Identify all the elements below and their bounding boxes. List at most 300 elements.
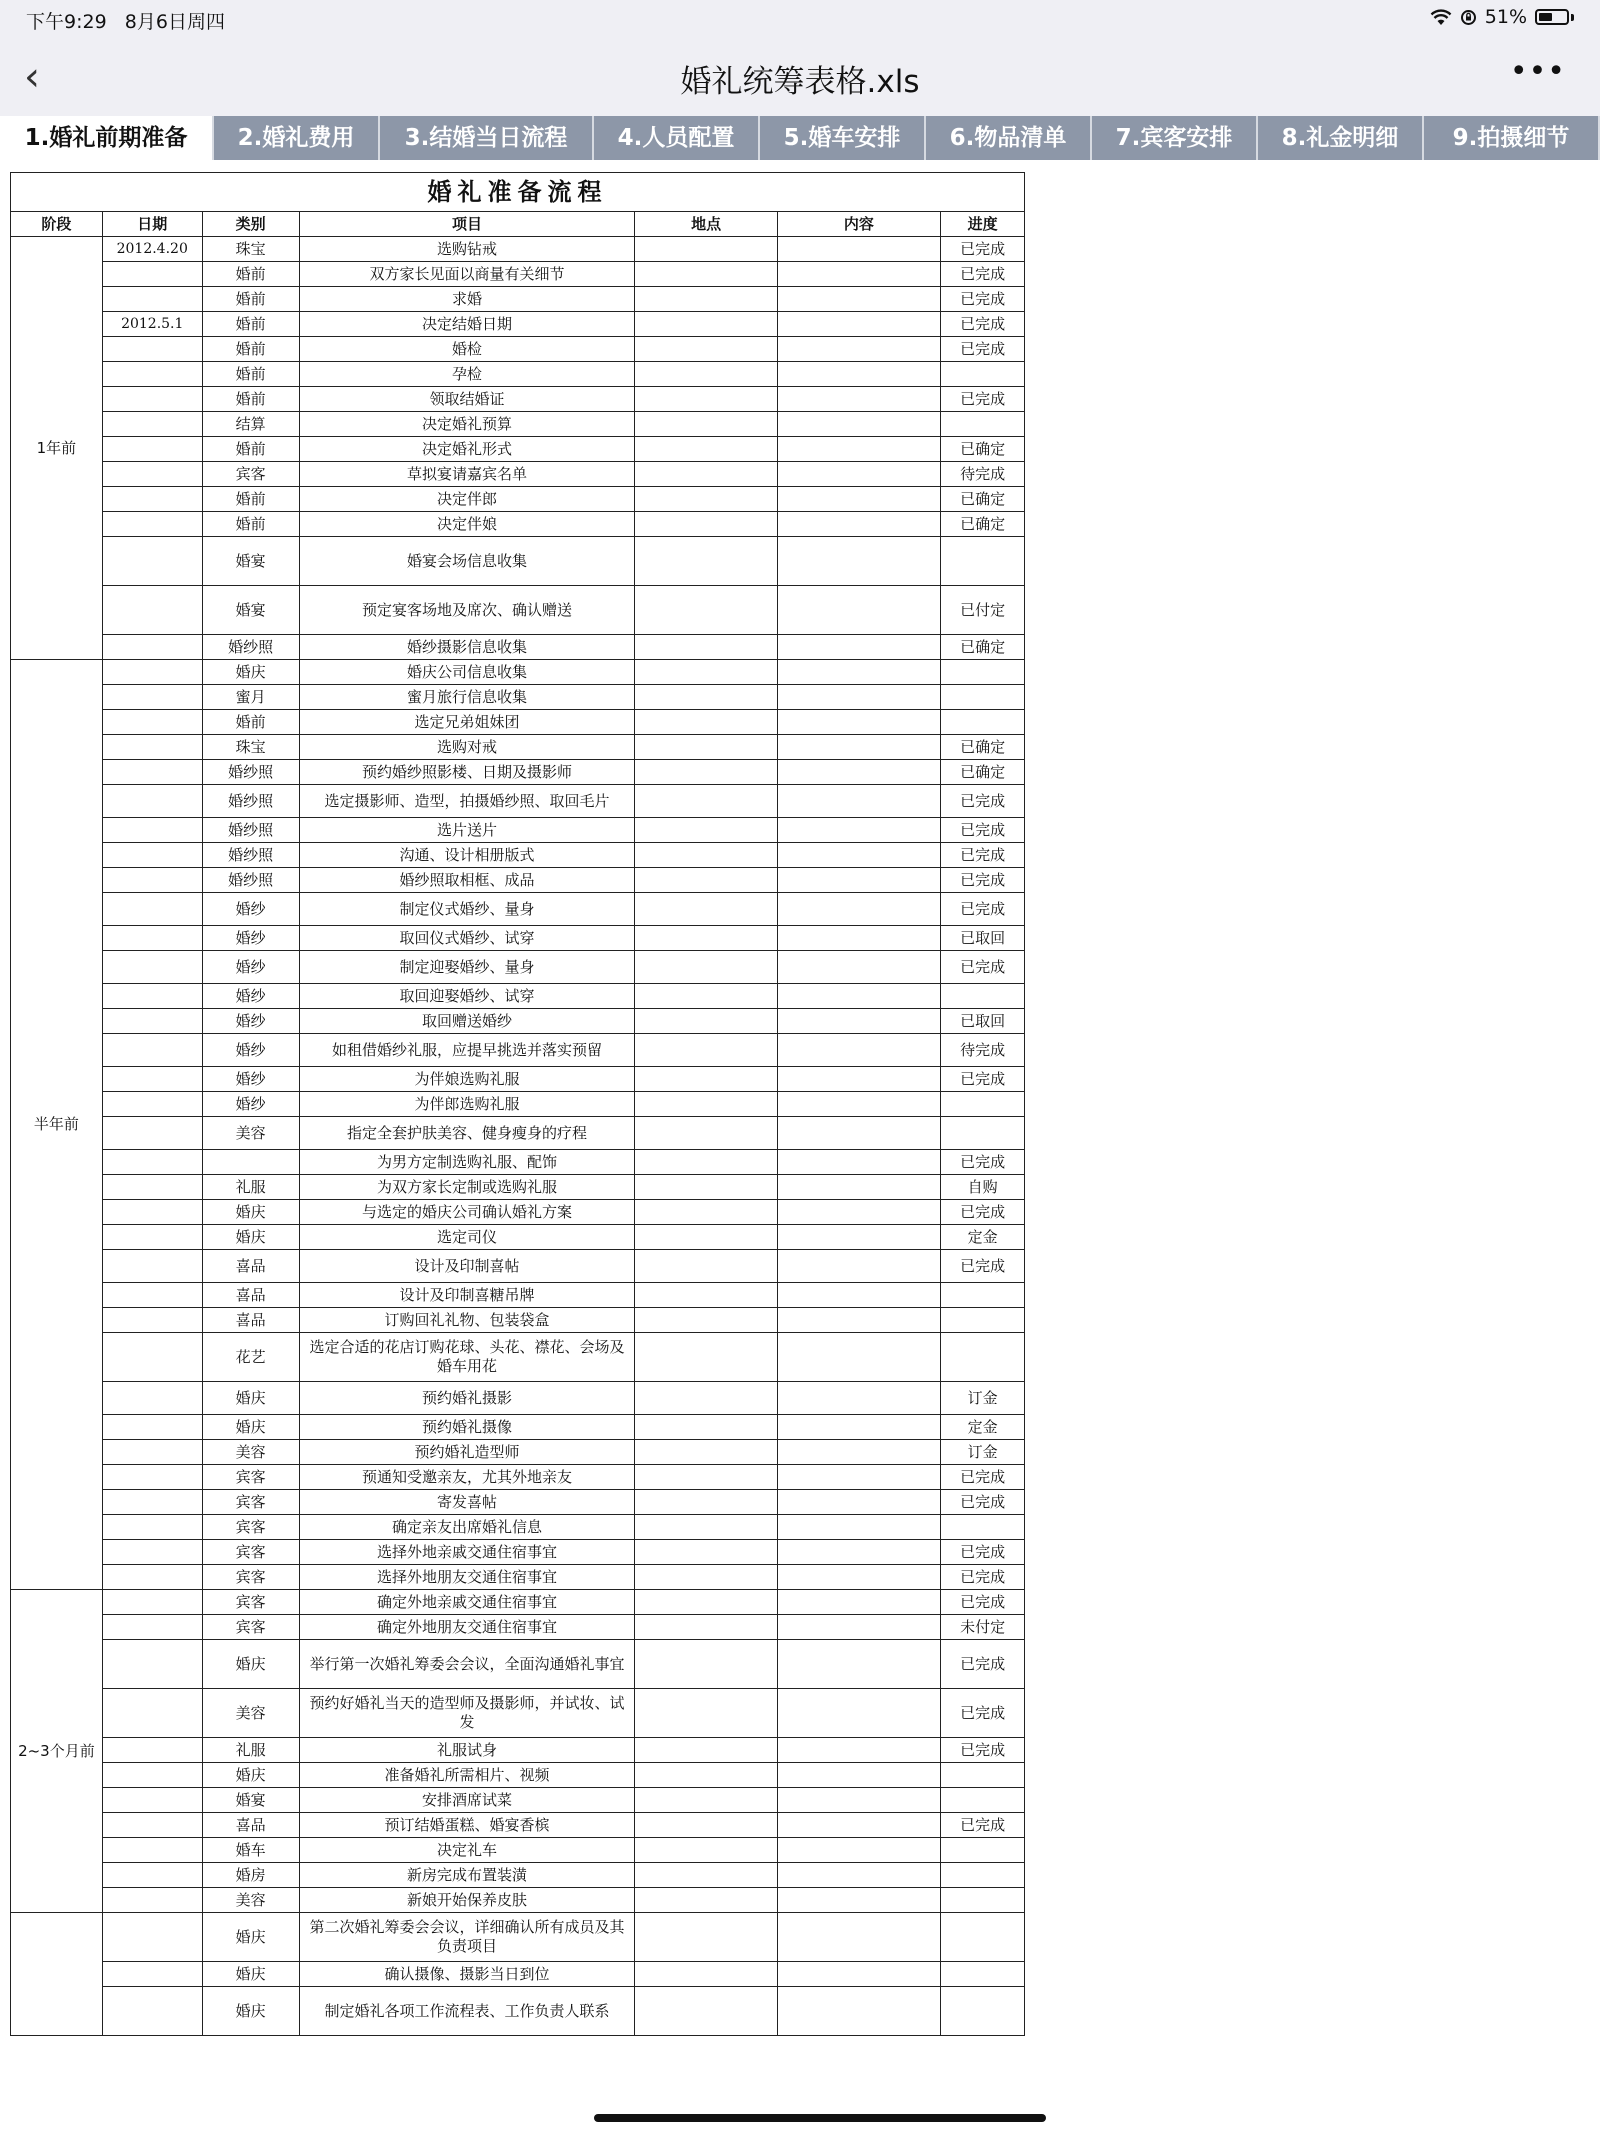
date-cell[interactable] bbox=[102, 984, 202, 1009]
item-cell[interactable]: 决定婚礼预算 bbox=[299, 412, 635, 437]
date-cell[interactable] bbox=[102, 951, 202, 984]
date-cell[interactable] bbox=[102, 1987, 202, 2036]
category-cell[interactable]: 婚庆 bbox=[202, 1200, 299, 1225]
category-cell[interactable]: 宾客 bbox=[202, 1490, 299, 1515]
date-cell[interactable] bbox=[102, 893, 202, 926]
content-cell[interactable] bbox=[777, 1283, 940, 1308]
progress-cell[interactable]: 已完成 bbox=[941, 1067, 1025, 1092]
category-cell[interactable]: 婚纱 bbox=[202, 951, 299, 984]
progress-cell[interactable]: 已完成 bbox=[941, 1490, 1025, 1515]
content-cell[interactable] bbox=[777, 1092, 940, 1117]
category-cell[interactable]: 婚纱 bbox=[202, 1092, 299, 1117]
category-cell[interactable]: 婚宴 bbox=[202, 537, 299, 586]
progress-cell[interactable]: 已完成 bbox=[941, 387, 1025, 412]
item-cell[interactable]: 选定司仪 bbox=[299, 1225, 635, 1250]
location-cell[interactable] bbox=[635, 462, 777, 487]
category-cell[interactable]: 珠宝 bbox=[202, 735, 299, 760]
content-cell[interactable] bbox=[777, 1838, 940, 1863]
category-cell[interactable]: 美容 bbox=[202, 1689, 299, 1738]
category-cell[interactable]: 美容 bbox=[202, 1440, 299, 1465]
content-cell[interactable] bbox=[777, 1763, 940, 1788]
content-cell[interactable] bbox=[777, 1465, 940, 1490]
date-cell[interactable] bbox=[102, 1490, 202, 1515]
location-cell[interactable] bbox=[635, 1440, 777, 1465]
date-cell[interactable] bbox=[102, 512, 202, 537]
progress-cell[interactable] bbox=[941, 1863, 1025, 1888]
date-cell[interactable] bbox=[102, 1308, 202, 1333]
category-cell[interactable]: 婚前 bbox=[202, 387, 299, 412]
progress-cell[interactable]: 订金 bbox=[941, 1382, 1025, 1415]
date-cell[interactable] bbox=[102, 1034, 202, 1067]
header-location[interactable]: 地点 bbox=[635, 212, 777, 237]
date-cell[interactable] bbox=[102, 1763, 202, 1788]
progress-cell[interactable]: 已确定 bbox=[941, 635, 1025, 660]
item-cell[interactable]: 决定伴娘 bbox=[299, 512, 635, 537]
location-cell[interactable] bbox=[635, 1590, 777, 1615]
category-cell[interactable]: 婚纱照 bbox=[202, 760, 299, 785]
sheet-title[interactable]: 婚礼准备流程 bbox=[11, 173, 1025, 212]
progress-cell[interactable]: 已取回 bbox=[941, 926, 1025, 951]
content-cell[interactable] bbox=[777, 1067, 940, 1092]
category-cell[interactable]: 宾客 bbox=[202, 1565, 299, 1590]
content-cell[interactable] bbox=[777, 1888, 940, 1913]
item-cell[interactable]: 婚检 bbox=[299, 337, 635, 362]
location-cell[interactable] bbox=[635, 1250, 777, 1283]
progress-cell[interactable]: 已完成 bbox=[941, 818, 1025, 843]
category-cell[interactable]: 婚纱 bbox=[202, 1034, 299, 1067]
progress-cell[interactable]: 已完成 bbox=[941, 1738, 1025, 1763]
item-cell[interactable]: 选定摄影师、造型，拍摄婚纱照、取回毛片 bbox=[299, 785, 635, 818]
item-cell[interactable]: 设计及印制喜糖吊牌 bbox=[299, 1283, 635, 1308]
content-cell[interactable] bbox=[777, 735, 940, 760]
content-cell[interactable] bbox=[777, 1813, 940, 1838]
item-cell[interactable]: 指定全套护肤美容、健身瘦身的疗程 bbox=[299, 1117, 635, 1150]
tab-sheet-4[interactable]: 4.人员配置 bbox=[594, 116, 760, 160]
progress-cell[interactable]: 定金 bbox=[941, 1225, 1025, 1250]
content-cell[interactable] bbox=[777, 287, 940, 312]
date-cell[interactable] bbox=[102, 1838, 202, 1863]
date-cell[interactable]: 2012.5.1 bbox=[102, 312, 202, 337]
date-cell[interactable] bbox=[102, 412, 202, 437]
item-cell[interactable]: 婚纱照取相框、成品 bbox=[299, 868, 635, 893]
category-cell[interactable]: 婚前 bbox=[202, 312, 299, 337]
item-cell[interactable]: 寄发喜帖 bbox=[299, 1490, 635, 1515]
location-cell[interactable] bbox=[635, 287, 777, 312]
date-cell[interactable] bbox=[102, 1813, 202, 1838]
location-cell[interactable] bbox=[635, 1615, 777, 1640]
location-cell[interactable] bbox=[635, 1962, 777, 1987]
progress-cell[interactable]: 已完成 bbox=[941, 1813, 1025, 1838]
progress-cell[interactable]: 已完成 bbox=[941, 785, 1025, 818]
date-cell[interactable] bbox=[102, 1515, 202, 1540]
content-cell[interactable] bbox=[777, 843, 940, 868]
tab-sheet-5[interactable]: 5.婚车安排 bbox=[760, 116, 926, 160]
progress-cell[interactable]: 已完成 bbox=[941, 1640, 1025, 1689]
content-cell[interactable] bbox=[777, 926, 940, 951]
date-cell[interactable] bbox=[102, 1440, 202, 1465]
location-cell[interactable] bbox=[635, 785, 777, 818]
content-cell[interactable] bbox=[777, 660, 940, 685]
progress-cell[interactable] bbox=[941, 710, 1025, 735]
category-cell[interactable]: 婚庆 bbox=[202, 1987, 299, 2036]
progress-cell[interactable] bbox=[941, 1987, 1025, 2036]
category-cell[interactable]: 婚宴 bbox=[202, 586, 299, 635]
location-cell[interactable] bbox=[635, 586, 777, 635]
progress-cell[interactable] bbox=[941, 1888, 1025, 1913]
progress-cell[interactable] bbox=[941, 1763, 1025, 1788]
location-cell[interactable] bbox=[635, 1738, 777, 1763]
content-cell[interactable] bbox=[777, 1615, 940, 1640]
location-cell[interactable] bbox=[635, 1913, 777, 1962]
date-cell[interactable] bbox=[102, 1225, 202, 1250]
category-cell[interactable]: 婚前 bbox=[202, 262, 299, 287]
category-cell[interactable]: 婚纱 bbox=[202, 984, 299, 1009]
date-cell[interactable] bbox=[102, 387, 202, 412]
location-cell[interactable] bbox=[635, 735, 777, 760]
date-cell[interactable] bbox=[102, 537, 202, 586]
date-cell[interactable] bbox=[102, 1615, 202, 1640]
location-cell[interactable] bbox=[635, 1640, 777, 1689]
progress-cell[interactable]: 已完成 bbox=[941, 1540, 1025, 1565]
header-progress[interactable]: 进度 bbox=[941, 212, 1025, 237]
item-cell[interactable]: 取回迎娶婚纱、试穿 bbox=[299, 984, 635, 1009]
date-cell[interactable] bbox=[102, 262, 202, 287]
item-cell[interactable]: 预约婚纱照影楼、日期及摄影师 bbox=[299, 760, 635, 785]
content-cell[interactable] bbox=[777, 1250, 940, 1283]
progress-cell[interactable]: 已确定 bbox=[941, 487, 1025, 512]
content-cell[interactable] bbox=[777, 412, 940, 437]
location-cell[interactable] bbox=[635, 1987, 777, 2036]
content-cell[interactable] bbox=[777, 1640, 940, 1689]
item-cell[interactable]: 预订结婚蛋糕、婚宴香槟 bbox=[299, 1813, 635, 1838]
item-cell[interactable]: 选购对戒 bbox=[299, 735, 635, 760]
tab-sheet-2[interactable]: 2.婚礼费用 bbox=[214, 116, 380, 160]
location-cell[interactable] bbox=[635, 337, 777, 362]
date-cell[interactable] bbox=[102, 1465, 202, 1490]
date-cell[interactable] bbox=[102, 287, 202, 312]
location-cell[interactable] bbox=[635, 1515, 777, 1540]
progress-cell[interactable]: 自购 bbox=[941, 1175, 1025, 1200]
location-cell[interactable] bbox=[635, 1565, 777, 1590]
tab-sheet-9[interactable]: 9.拍摄细节 bbox=[1424, 116, 1600, 160]
progress-cell[interactable] bbox=[941, 1913, 1025, 1962]
progress-cell[interactable] bbox=[941, 1092, 1025, 1117]
item-cell[interactable]: 孕检 bbox=[299, 362, 635, 387]
location-cell[interactable] bbox=[635, 1067, 777, 1092]
date-cell[interactable] bbox=[102, 437, 202, 462]
tab-sheet-1[interactable]: 1.婚礼前期准备 bbox=[0, 116, 214, 160]
location-cell[interactable] bbox=[635, 1150, 777, 1175]
content-cell[interactable] bbox=[777, 685, 940, 710]
date-cell[interactable] bbox=[102, 1283, 202, 1308]
stage-cell[interactable] bbox=[11, 1913, 103, 2036]
item-cell[interactable]: 婚庆公司信息收集 bbox=[299, 660, 635, 685]
item-cell[interactable]: 预通知受邀亲友，尤其外地亲友 bbox=[299, 1465, 635, 1490]
item-cell[interactable]: 第二次婚礼筹委会会议，详细确认所有成员及其负责项目 bbox=[299, 1913, 635, 1962]
content-cell[interactable] bbox=[777, 1009, 940, 1034]
content-cell[interactable] bbox=[777, 984, 940, 1009]
item-cell[interactable]: 求婚 bbox=[299, 287, 635, 312]
date-cell[interactable] bbox=[102, 1540, 202, 1565]
category-cell[interactable]: 婚庆 bbox=[202, 1640, 299, 1689]
location-cell[interactable] bbox=[635, 1465, 777, 1490]
date-cell[interactable]: 2012.4.20 bbox=[102, 237, 202, 262]
location-cell[interactable] bbox=[635, 1009, 777, 1034]
location-cell[interactable] bbox=[635, 537, 777, 586]
category-cell[interactable]: 婚宴 bbox=[202, 1788, 299, 1813]
content-cell[interactable] bbox=[777, 237, 940, 262]
item-cell[interactable]: 订购回礼礼物、包装袋盒 bbox=[299, 1308, 635, 1333]
location-cell[interactable] bbox=[635, 1689, 777, 1738]
item-cell[interactable]: 双方家长见面以商量有关细节 bbox=[299, 262, 635, 287]
category-cell[interactable]: 宾客 bbox=[202, 1515, 299, 1540]
item-cell[interactable]: 选择外地朋友交通住宿事宜 bbox=[299, 1565, 635, 1590]
location-cell[interactable] bbox=[635, 1382, 777, 1415]
stage-cell[interactable]: 半年前 bbox=[11, 660, 103, 1590]
content-cell[interactable] bbox=[777, 868, 940, 893]
category-cell[interactable]: 婚前 bbox=[202, 710, 299, 735]
date-cell[interactable] bbox=[102, 1067, 202, 1092]
header-category[interactable]: 类别 bbox=[202, 212, 299, 237]
date-cell[interactable] bbox=[102, 1738, 202, 1763]
date-cell[interactable] bbox=[102, 1415, 202, 1440]
progress-cell[interactable] bbox=[941, 1333, 1025, 1382]
content-cell[interactable] bbox=[777, 1540, 940, 1565]
category-cell[interactable]: 婚纱照 bbox=[202, 818, 299, 843]
tab-sheet-3[interactable]: 3.结婚当日流程 bbox=[380, 116, 594, 160]
category-cell[interactable]: 婚前 bbox=[202, 512, 299, 537]
category-cell[interactable]: 结算 bbox=[202, 412, 299, 437]
category-cell[interactable]: 喜品 bbox=[202, 1813, 299, 1838]
content-cell[interactable] bbox=[777, 1738, 940, 1763]
date-cell[interactable] bbox=[102, 735, 202, 760]
item-cell[interactable]: 婚宴会场信息收集 bbox=[299, 537, 635, 586]
location-cell[interactable] bbox=[635, 1092, 777, 1117]
progress-cell[interactable]: 已完成 bbox=[941, 951, 1025, 984]
progress-cell[interactable]: 已完成 bbox=[941, 893, 1025, 926]
date-cell[interactable] bbox=[102, 710, 202, 735]
item-cell[interactable]: 决定伴郎 bbox=[299, 487, 635, 512]
content-cell[interactable] bbox=[777, 1382, 940, 1415]
progress-cell[interactable]: 已付定 bbox=[941, 586, 1025, 635]
location-cell[interactable] bbox=[635, 1308, 777, 1333]
item-cell[interactable]: 选择外地亲戚交通住宿事宜 bbox=[299, 1540, 635, 1565]
date-cell[interactable] bbox=[102, 1962, 202, 1987]
item-cell[interactable]: 决定婚礼形式 bbox=[299, 437, 635, 462]
category-cell[interactable]: 婚庆 bbox=[202, 1225, 299, 1250]
content-cell[interactable] bbox=[777, 635, 940, 660]
location-cell[interactable] bbox=[635, 843, 777, 868]
stage-cell[interactable]: 1年前 bbox=[11, 237, 103, 660]
category-cell[interactable]: 宾客 bbox=[202, 1615, 299, 1640]
content-cell[interactable] bbox=[777, 337, 940, 362]
content-cell[interactable] bbox=[777, 760, 940, 785]
category-cell[interactable]: 婚庆 bbox=[202, 1382, 299, 1415]
content-cell[interactable] bbox=[777, 437, 940, 462]
item-cell[interactable]: 草拟宴请嘉宾名单 bbox=[299, 462, 635, 487]
location-cell[interactable] bbox=[635, 1788, 777, 1813]
category-cell[interactable]: 宾客 bbox=[202, 1540, 299, 1565]
item-cell[interactable]: 婚纱摄影信息收集 bbox=[299, 635, 635, 660]
location-cell[interactable] bbox=[635, 387, 777, 412]
progress-cell[interactable]: 已完成 bbox=[941, 312, 1025, 337]
category-cell[interactable]: 珠宝 bbox=[202, 237, 299, 262]
header-item[interactable]: 项目 bbox=[299, 212, 635, 237]
item-cell[interactable]: 选定兄弟姐妹团 bbox=[299, 710, 635, 735]
content-cell[interactable] bbox=[777, 262, 940, 287]
content-cell[interactable] bbox=[777, 1200, 940, 1225]
progress-cell[interactable]: 已取回 bbox=[941, 1009, 1025, 1034]
date-cell[interactable] bbox=[102, 760, 202, 785]
progress-cell[interactable] bbox=[941, 1962, 1025, 1987]
location-cell[interactable] bbox=[635, 1283, 777, 1308]
location-cell[interactable] bbox=[635, 1863, 777, 1888]
location-cell[interactable] bbox=[635, 760, 777, 785]
category-cell[interactable]: 婚纱 bbox=[202, 926, 299, 951]
progress-cell[interactable]: 已完成 bbox=[941, 337, 1025, 362]
content-cell[interactable] bbox=[777, 785, 940, 818]
progress-cell[interactable] bbox=[941, 412, 1025, 437]
date-cell[interactable] bbox=[102, 1382, 202, 1415]
item-cell[interactable]: 安排酒席试菜 bbox=[299, 1788, 635, 1813]
item-cell[interactable]: 举行第一次婚礼筹委会会议，全面沟通婚礼事宜 bbox=[299, 1640, 635, 1689]
item-cell[interactable]: 确定外地亲戚交通住宿事宜 bbox=[299, 1590, 635, 1615]
item-cell[interactable]: 制定仪式婚纱、量身 bbox=[299, 893, 635, 926]
content-cell[interactable] bbox=[777, 818, 940, 843]
category-cell[interactable]: 美容 bbox=[202, 1117, 299, 1150]
content-cell[interactable] bbox=[777, 1565, 940, 1590]
item-cell[interactable]: 设计及印制喜帖 bbox=[299, 1250, 635, 1283]
item-cell[interactable]: 决定结婚日期 bbox=[299, 312, 635, 337]
content-cell[interactable] bbox=[777, 487, 940, 512]
content-cell[interactable] bbox=[777, 893, 940, 926]
location-cell[interactable] bbox=[635, 1838, 777, 1863]
location-cell[interactable] bbox=[635, 710, 777, 735]
category-cell[interactable]: 婚前 bbox=[202, 487, 299, 512]
location-cell[interactable] bbox=[635, 1813, 777, 1838]
progress-cell[interactable]: 已确定 bbox=[941, 760, 1025, 785]
category-cell[interactable]: 婚纱照 bbox=[202, 868, 299, 893]
date-cell[interactable] bbox=[102, 1117, 202, 1150]
content-cell[interactable] bbox=[777, 312, 940, 337]
content-cell[interactable] bbox=[777, 362, 940, 387]
progress-cell[interactable]: 已完成 bbox=[941, 237, 1025, 262]
item-cell[interactable]: 准备婚礼所需相片、视频 bbox=[299, 1763, 635, 1788]
item-cell[interactable]: 确定亲友出席婚礼信息 bbox=[299, 1515, 635, 1540]
category-cell[interactable]: 喜品 bbox=[202, 1308, 299, 1333]
category-cell[interactable]: 蜜月 bbox=[202, 685, 299, 710]
category-cell[interactable]: 婚前 bbox=[202, 362, 299, 387]
item-cell[interactable]: 确定外地朋友交通住宿事宜 bbox=[299, 1615, 635, 1640]
location-cell[interactable] bbox=[635, 1763, 777, 1788]
category-cell[interactable]: 婚庆 bbox=[202, 660, 299, 685]
date-cell[interactable] bbox=[102, 660, 202, 685]
progress-cell[interactable] bbox=[941, 1117, 1025, 1150]
category-cell[interactable]: 婚庆 bbox=[202, 1913, 299, 1962]
location-cell[interactable] bbox=[635, 926, 777, 951]
category-cell[interactable]: 宾客 bbox=[202, 462, 299, 487]
date-cell[interactable] bbox=[102, 818, 202, 843]
progress-cell[interactable] bbox=[941, 685, 1025, 710]
date-cell[interactable] bbox=[102, 1888, 202, 1913]
date-cell[interactable] bbox=[102, 843, 202, 868]
progress-cell[interactable] bbox=[941, 537, 1025, 586]
date-cell[interactable] bbox=[102, 1689, 202, 1738]
content-cell[interactable] bbox=[777, 1333, 940, 1382]
item-cell[interactable]: 蜜月旅行信息收集 bbox=[299, 685, 635, 710]
item-cell[interactable]: 与选定的婚庆公司确认婚礼方案 bbox=[299, 1200, 635, 1225]
item-cell[interactable]: 新娘开始保养皮肤 bbox=[299, 1888, 635, 1913]
date-cell[interactable] bbox=[102, 1150, 202, 1175]
location-cell[interactable] bbox=[635, 437, 777, 462]
category-cell[interactable]: 花艺 bbox=[202, 1333, 299, 1382]
progress-cell[interactable] bbox=[941, 362, 1025, 387]
date-cell[interactable] bbox=[102, 1200, 202, 1225]
location-cell[interactable] bbox=[635, 1540, 777, 1565]
location-cell[interactable] bbox=[635, 1175, 777, 1200]
location-cell[interactable] bbox=[635, 1415, 777, 1440]
progress-cell[interactable] bbox=[941, 1283, 1025, 1308]
location-cell[interactable] bbox=[635, 635, 777, 660]
item-cell[interactable]: 取回赠送婚纱 bbox=[299, 1009, 635, 1034]
category-cell[interactable]: 美容 bbox=[202, 1888, 299, 1913]
item-cell[interactable]: 如租借婚纱礼服，应提早挑选并落实预留 bbox=[299, 1034, 635, 1067]
location-cell[interactable] bbox=[635, 685, 777, 710]
progress-cell[interactable] bbox=[941, 1838, 1025, 1863]
progress-cell[interactable]: 已完成 bbox=[941, 287, 1025, 312]
progress-cell[interactable]: 已确定 bbox=[941, 437, 1025, 462]
progress-cell[interactable]: 待完成 bbox=[941, 1034, 1025, 1067]
category-cell[interactable]: 礼服 bbox=[202, 1175, 299, 1200]
category-cell[interactable]: 婚纱照 bbox=[202, 843, 299, 868]
item-cell[interactable]: 选购钻戒 bbox=[299, 237, 635, 262]
category-cell[interactable]: 婚前 bbox=[202, 287, 299, 312]
item-cell[interactable]: 预约婚礼摄像 bbox=[299, 1415, 635, 1440]
content-cell[interactable] bbox=[777, 512, 940, 537]
location-cell[interactable] bbox=[635, 237, 777, 262]
location-cell[interactable] bbox=[635, 868, 777, 893]
location-cell[interactable] bbox=[635, 512, 777, 537]
content-cell[interactable] bbox=[777, 1863, 940, 1888]
location-cell[interactable] bbox=[635, 818, 777, 843]
content-cell[interactable] bbox=[777, 1962, 940, 1987]
category-cell[interactable]: 婚纱照 bbox=[202, 635, 299, 660]
location-cell[interactable] bbox=[635, 1490, 777, 1515]
category-cell[interactable]: 婚前 bbox=[202, 437, 299, 462]
date-cell[interactable] bbox=[102, 1788, 202, 1813]
progress-cell[interactable]: 已完成 bbox=[941, 1590, 1025, 1615]
item-cell[interactable]: 预约婚礼摄影 bbox=[299, 1382, 635, 1415]
content-cell[interactable] bbox=[777, 1175, 940, 1200]
date-cell[interactable] bbox=[102, 1333, 202, 1382]
category-cell[interactable]: 礼服 bbox=[202, 1738, 299, 1763]
item-cell[interactable]: 为男方定制选购礼服、配饰 bbox=[299, 1150, 635, 1175]
category-cell[interactable] bbox=[202, 1150, 299, 1175]
header-date[interactable]: 日期 bbox=[102, 212, 202, 237]
content-cell[interactable] bbox=[777, 1308, 940, 1333]
location-cell[interactable] bbox=[635, 262, 777, 287]
item-cell[interactable]: 为伴娘选购礼服 bbox=[299, 1067, 635, 1092]
content-cell[interactable] bbox=[777, 1987, 940, 2036]
category-cell[interactable]: 婚纱照 bbox=[202, 785, 299, 818]
item-cell[interactable]: 新房完成布置装潢 bbox=[299, 1863, 635, 1888]
category-cell[interactable]: 婚纱 bbox=[202, 893, 299, 926]
category-cell[interactable]: 婚纱 bbox=[202, 1067, 299, 1092]
date-cell[interactable] bbox=[102, 462, 202, 487]
header-content[interactable]: 内容 bbox=[777, 212, 940, 237]
location-cell[interactable] bbox=[635, 362, 777, 387]
date-cell[interactable] bbox=[102, 1009, 202, 1034]
